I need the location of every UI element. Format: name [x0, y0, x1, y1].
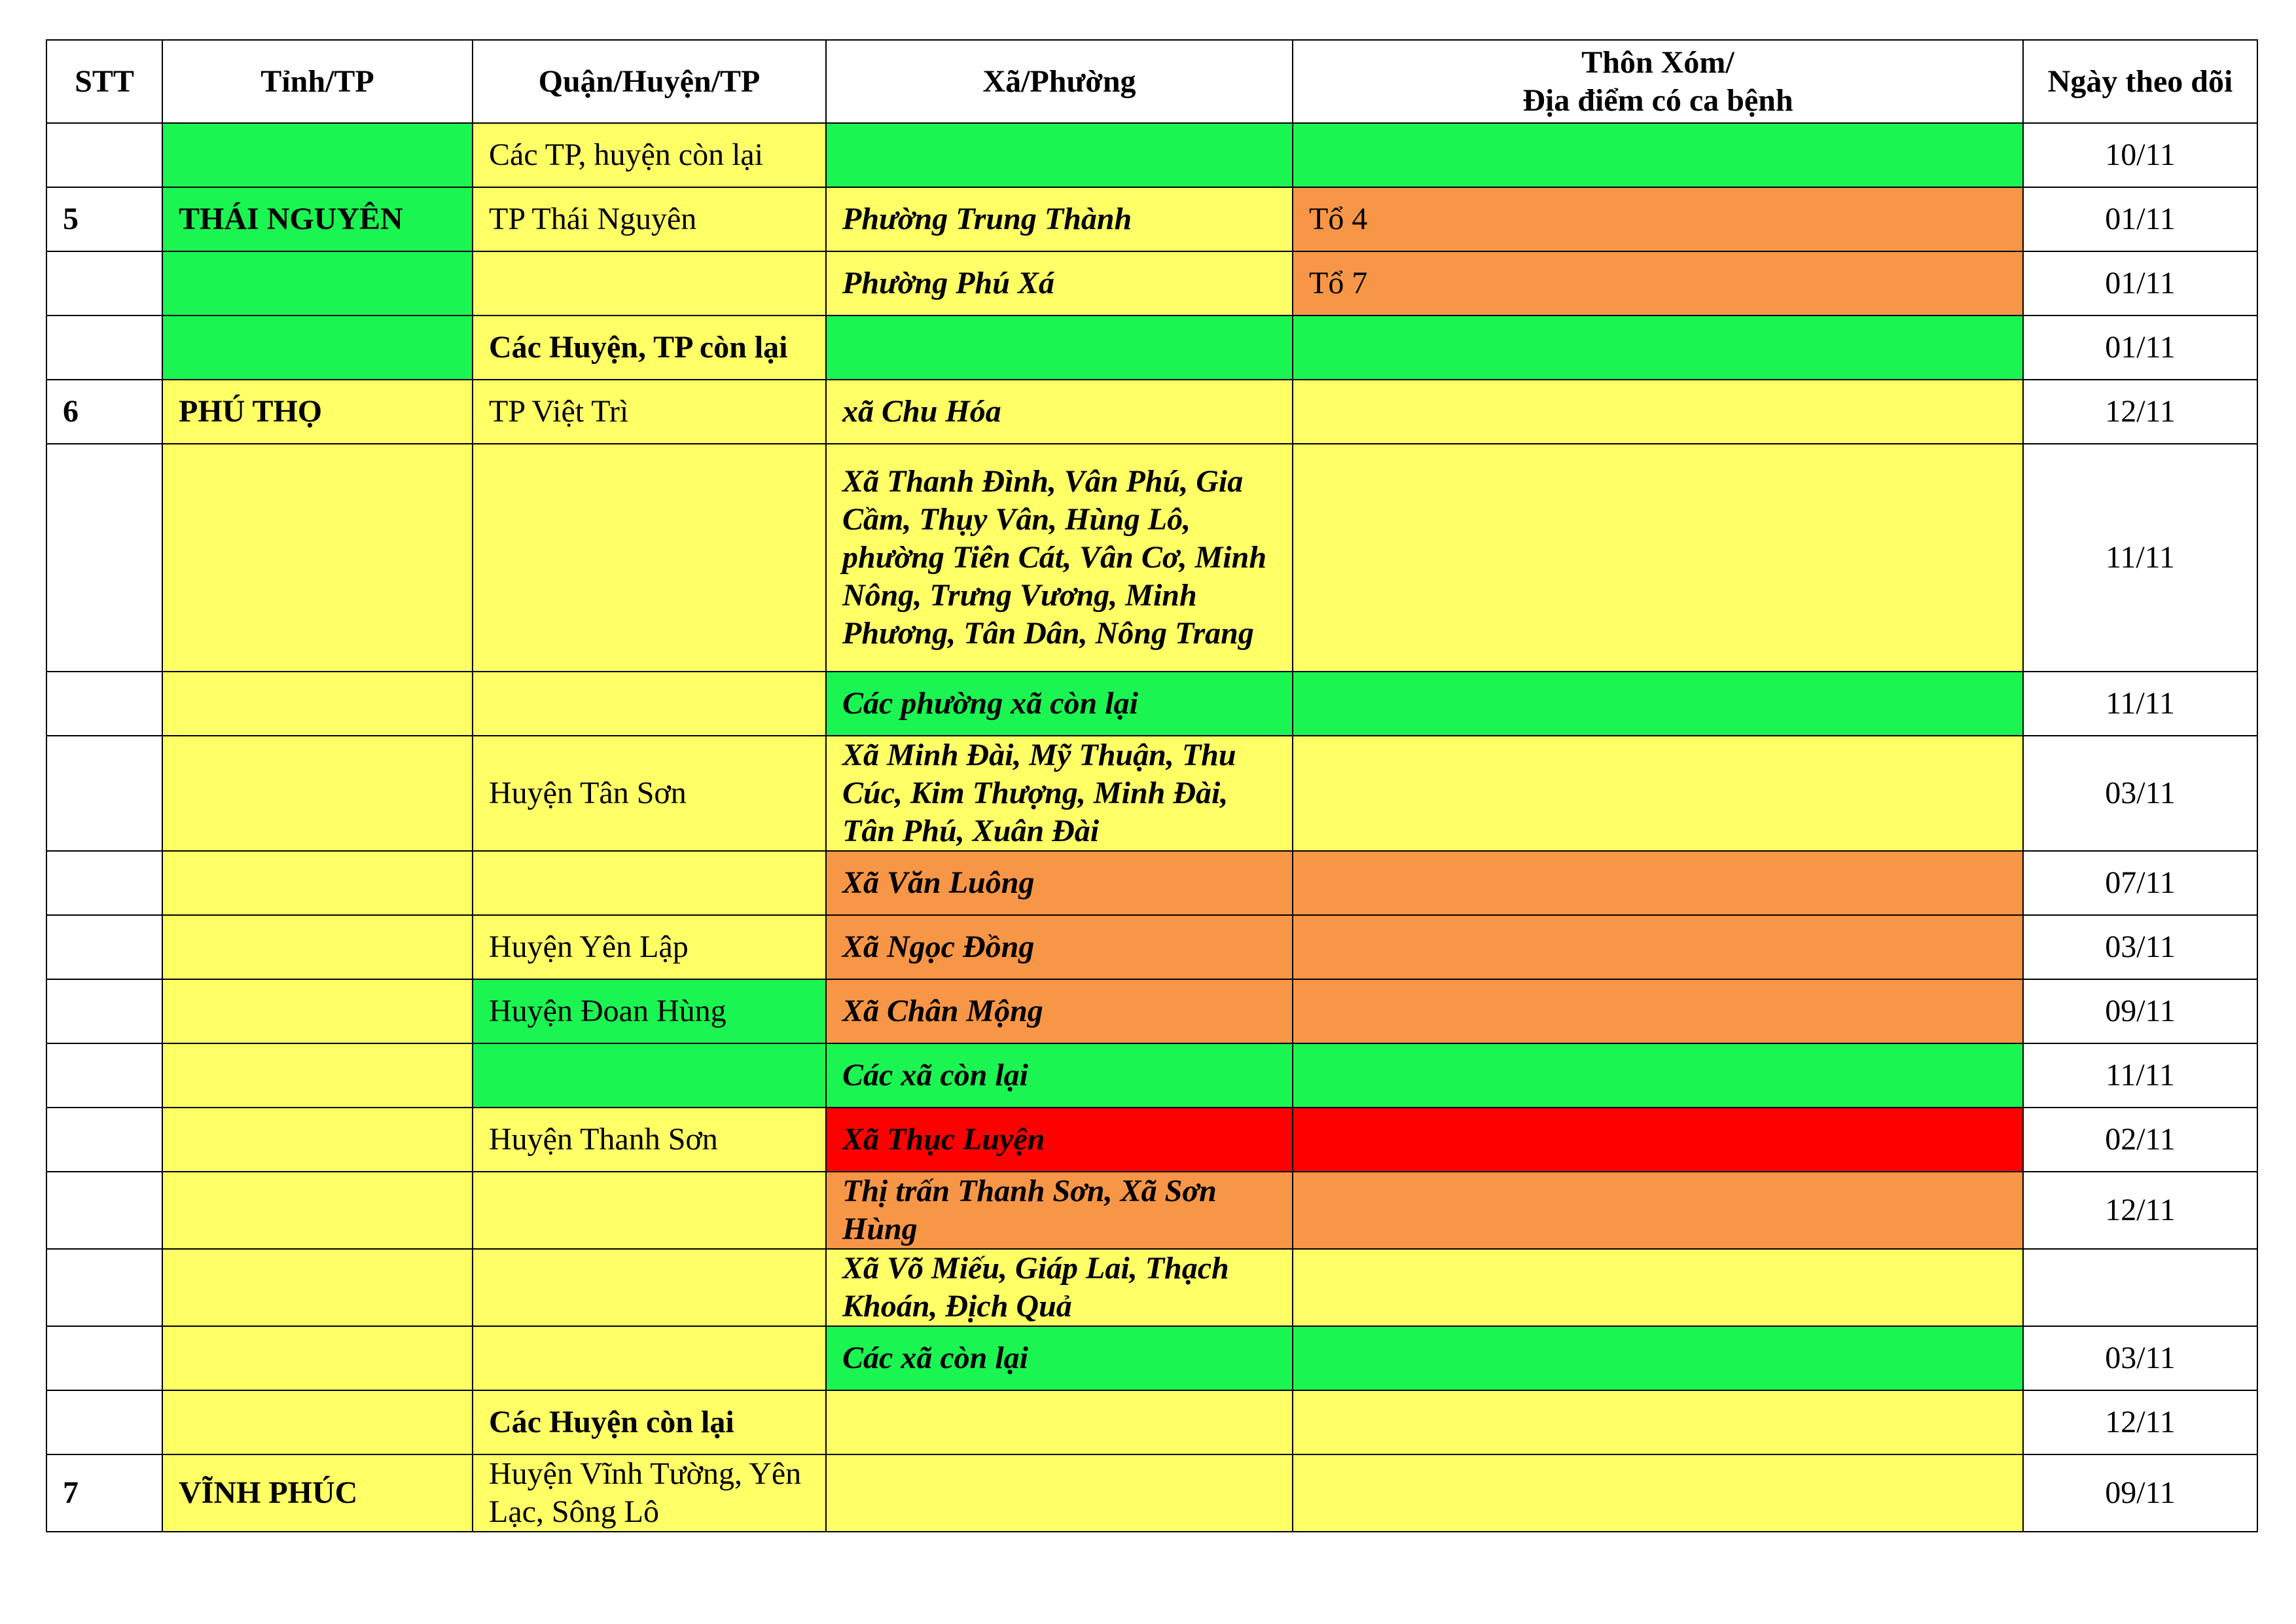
header-stt: STT: [46, 40, 162, 123]
cell-ward: Xã Ngọc Đồng: [826, 915, 1293, 979]
cell-date: 12/11: [2023, 1390, 2257, 1454]
cell-stt: [46, 672, 162, 736]
cell-hamlet: [1293, 1043, 2023, 1108]
cell-hamlet: Tổ 4: [1293, 187, 2023, 251]
header-hamlet: [1293, 40, 2023, 123]
cell-stt: [46, 915, 162, 979]
header-province: Tỉnh/TP: [162, 40, 473, 123]
header-hamlet-line2: Địa điểm có ca bệnh: [1522, 82, 1793, 118]
cell-date: 07/11: [2023, 851, 2257, 915]
cell-stt: [46, 1249, 162, 1326]
cell-stt: [46, 1108, 162, 1172]
cell-ward: Xã Võ Miếu, Giáp Lai, Thạch Khoán, Địch Quả: [826, 1249, 1293, 1326]
cell-district: TP Việt Trì: [473, 380, 826, 444]
cell-province: [162, 736, 473, 851]
header-district: Quận/Huyện/TP: [473, 40, 826, 123]
cell-date: [2023, 1249, 2257, 1326]
header-ward: Xã/Phường: [826, 40, 1293, 123]
cell-hamlet: [1293, 1454, 2023, 1532]
table-row: [46, 1172, 2257, 1249]
header-date: Ngày theo dõi: [2023, 40, 2257, 123]
cell-hamlet: [1293, 444, 2023, 672]
cell-date: 11/11: [2023, 1043, 2257, 1108]
table-row: [46, 316, 2257, 380]
cell-ward: Các phường xã còn lại: [826, 672, 1293, 736]
table-row: [46, 444, 2257, 672]
table-row: [46, 1390, 2257, 1454]
cell-date: 03/11: [2023, 915, 2257, 979]
cell-stt: [46, 851, 162, 915]
cell-province: [162, 316, 473, 380]
cell-ward: Xã Minh Đài, Mỹ Thuận, Thu Cúc, Kim Thượng, Minh Đài, Tân Phú, Xuân Đài: [826, 736, 1293, 851]
cell-province: [162, 915, 473, 979]
cell-province: [162, 1390, 473, 1454]
cell-stt: 7: [46, 1454, 162, 1532]
cell-province: [162, 123, 473, 187]
cell-district: [473, 851, 826, 915]
table-row: [46, 736, 2257, 851]
cell-date: 11/11: [2023, 444, 2257, 672]
cell-ward: Các xã còn lại: [826, 1326, 1293, 1390]
cell-district: [473, 444, 826, 672]
cell-ward: [826, 1390, 1293, 1454]
cell-hamlet: [1293, 1249, 2023, 1326]
cell-district: Các Huyện, TP còn lại: [473, 316, 826, 380]
cell-district: Các TP, huyện còn lại: [473, 123, 826, 187]
cell-district: [473, 251, 826, 316]
cell-province: [162, 979, 473, 1043]
cell-hamlet: Tổ 7: [1293, 251, 2023, 316]
cell-province: VĨNH PHÚC: [162, 1454, 473, 1532]
cell-ward: Thị trấn Thanh Sơn, Xã Sơn Hùng: [826, 1172, 1293, 1249]
cell-ward: Xã Chân Mộng: [826, 979, 1293, 1043]
cell-hamlet: [1293, 316, 2023, 380]
table-row: [46, 1108, 2257, 1172]
cell-hamlet: [1293, 979, 2023, 1043]
cell-stt: [46, 316, 162, 380]
cell-date: 09/11: [2023, 1454, 2257, 1532]
cell-ward: Xã Văn Luông: [826, 851, 1293, 915]
cell-province: PHÚ THỌ: [162, 380, 473, 444]
table-row: [46, 380, 2257, 444]
cell-stt: [46, 979, 162, 1043]
cell-ward: xã Chu Hóa: [826, 380, 1293, 444]
cell-district: Huyện Đoan Hùng: [473, 979, 826, 1043]
cell-hamlet: [1293, 380, 2023, 444]
cell-district: Các Huyện còn lại: [473, 1390, 826, 1454]
cell-date: 12/11: [2023, 380, 2257, 444]
table-row: [46, 251, 2257, 316]
cell-district: [473, 1326, 826, 1390]
cell-province: [162, 1108, 473, 1172]
cell-hamlet: [1293, 1390, 2023, 1454]
table-row: [46, 1043, 2257, 1108]
cell-date: 03/11: [2023, 736, 2257, 851]
cell-date: 11/11: [2023, 672, 2257, 736]
cell-hamlet: [1293, 1326, 2023, 1390]
cell-stt: [46, 736, 162, 851]
cell-stt: 5: [46, 187, 162, 251]
header-row: [46, 40, 2257, 123]
cell-stt: [46, 1390, 162, 1454]
table-row: [46, 1326, 2257, 1390]
cell-district: [473, 1172, 826, 1249]
cell-province: THÁI NGUYÊN: [162, 187, 473, 251]
table-row: [46, 187, 2257, 251]
cell-hamlet: [1293, 672, 2023, 736]
cell-hamlet: [1293, 915, 2023, 979]
cell-date: 09/11: [2023, 979, 2257, 1043]
cell-ward: Phường Trung Thành: [826, 187, 1293, 251]
table-row: [46, 1249, 2257, 1326]
cell-date: 02/11: [2023, 1108, 2257, 1172]
cell-province: [162, 251, 473, 316]
cell-stt: [46, 123, 162, 187]
cell-ward: [826, 123, 1293, 187]
header-hamlet-line1: Thôn Xóm/: [1581, 45, 1734, 80]
cell-hamlet: [1293, 1108, 2023, 1172]
cell-province: [162, 1249, 473, 1326]
cell-province: [162, 444, 473, 672]
cell-date: 01/11: [2023, 251, 2257, 316]
cell-district: [473, 1043, 826, 1108]
table-row: [46, 123, 2257, 187]
cell-hamlet: [1293, 1172, 2023, 1249]
table-row: [46, 851, 2257, 915]
cell-district: Huyện Thanh Sơn: [473, 1108, 826, 1172]
cell-ward: Xã Thục Luyện: [826, 1108, 1293, 1172]
cell-hamlet: [1293, 736, 2023, 851]
cell-date: 01/11: [2023, 187, 2257, 251]
cell-district: [473, 672, 826, 736]
cell-province: [162, 672, 473, 736]
table-row: [46, 1454, 2257, 1532]
cell-district: TP Thái Nguyên: [473, 187, 826, 251]
cell-date: 10/11: [2023, 123, 2257, 187]
cell-province: [162, 1043, 473, 1108]
cell-stt: [46, 1172, 162, 1249]
cell-province: [162, 851, 473, 915]
cell-district: Huyện Yên Lập: [473, 915, 826, 979]
cell-ward: Phường Phú Xá: [826, 251, 1293, 316]
cell-stt: [46, 1326, 162, 1390]
cell-province: [162, 1326, 473, 1390]
cell-date: 01/11: [2023, 316, 2257, 380]
cell-stt: 6: [46, 380, 162, 444]
cell-ward: [826, 1454, 1293, 1532]
cell-district: Huyện Tân Sơn: [473, 736, 826, 851]
cell-ward: [826, 316, 1293, 380]
table-row: [46, 915, 2257, 979]
cell-district: [473, 1249, 826, 1326]
cell-province: [162, 1172, 473, 1249]
cell-stt: [46, 1043, 162, 1108]
table-row: [46, 672, 2257, 736]
cell-ward: Xã Thanh Đình, Vân Phú, Gia Cầm, Thụy Vân, Hùng Lô, phường Tiên Cát, Vân Cơ, Minh Nông, Trưng Vương, Minh Phương, Tân Dân, Nông Trang: [826, 444, 1293, 672]
cell-hamlet: [1293, 123, 2023, 187]
cell-district: Huyện Vĩnh Tường, Yên Lạc, Sông Lô: [473, 1454, 826, 1532]
cell-stt: [46, 251, 162, 316]
cell-date: 03/11: [2023, 1326, 2257, 1390]
table-row: [46, 979, 2257, 1043]
cell-hamlet: [1293, 851, 2023, 915]
monitoring-table: [46, 39, 2258, 1532]
cell-stt: [46, 444, 162, 672]
cell-date: 12/11: [2023, 1172, 2257, 1249]
cell-ward: Các xã còn lại: [826, 1043, 1293, 1108]
